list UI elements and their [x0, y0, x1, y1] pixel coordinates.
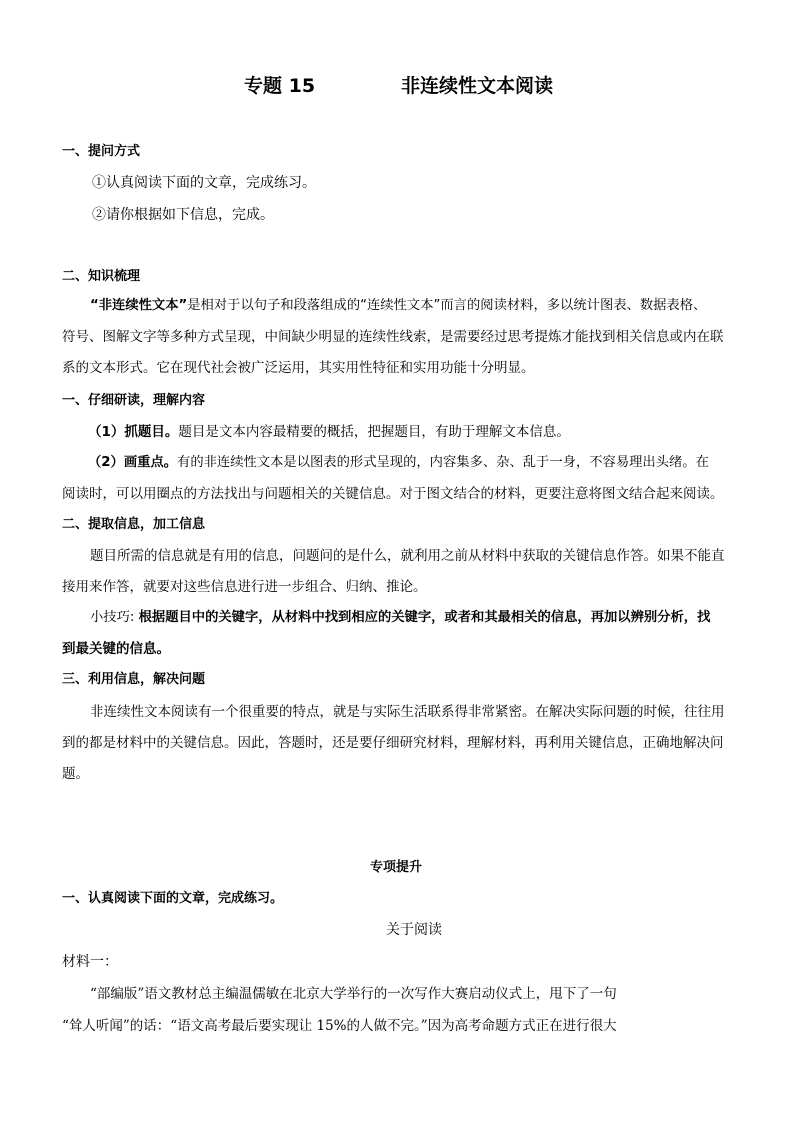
intro-line-3: 系的文本形式。它在现代社会被广泛运用，其实用性特征和实用功能十分明显。: [62, 360, 535, 376]
term-non-continuous: “非连续性文本”: [90, 298, 188, 313]
intro-line-1: [90, 296, 706, 316]
step3-line-3: 题。: [62, 766, 89, 782]
question-form-item: ①认真阅读下面的文章，完成练习。: [92, 175, 316, 191]
step-heading-use-info: 三、利用信息，解决问题: [62, 672, 206, 687]
step2-line-1: 题目所需的信息就是有用的信息，问题问的是什么，就利用之前从材料中获取的关键信息作答。如果不能直: [90, 548, 725, 564]
tip-label: 小技巧:: [90, 610, 135, 625]
step3-line-2: 到的都是材料中的关键信息。因此，答题时，还是要仔细研究材料，理解材料，再利用关键信息，正确地解决问: [62, 735, 724, 751]
step1-paragraph-1: [88, 422, 570, 442]
intro-line-2: 符号、图解文字等多种方式呈现，中间缺少明显的连续性线索，是需要经过思考提炼才能找到相关信息或内在联: [62, 329, 724, 345]
label-highlight: （2）画重点。: [88, 455, 178, 470]
tip-line-2: 到最关键的信息。: [62, 641, 170, 657]
material-line-2: “耸人听闻”的话：“语文高考最后要实现让 15%的人做不完。”因为高考命题方式正在进行很大: [62, 1018, 617, 1034]
step2-line-2: 接用来作答，就要对这些信息进行进一步组合、归纳、推论。: [62, 579, 427, 595]
tip-text: 根据题目中的关键字，从材料中找到相应的关键字，或者和其最相关的信息，再加以辨别分析，找: [138, 610, 711, 625]
practice-heading: 专项提升: [370, 860, 423, 875]
step1-paragraph-2-line-2: 阅读时，可以用圈点的方法找出与问题相关的关键信息。对于图文结合的材料，更要注意将图文结合起来阅读。: [62, 486, 724, 502]
topic-number: 专题 15: [244, 75, 316, 97]
step1-paragraph-2: [88, 453, 709, 473]
step1-text: 有的非连续性文本是以图表的形式呈现的，内容集多、杂、乱于一身，不容易理出头绪。在: [177, 455, 709, 470]
page-title: 非连续性文本阅读: [401, 75, 554, 97]
tip-line-1: [90, 608, 710, 628]
step3-line-1: 非连续性文本阅读有一个很重要的特点，就是与实际生活联系得非常紧密。在解决实际问题的时候，往往用: [90, 704, 725, 720]
article-title: 关于阅读: [386, 922, 442, 938]
practice-question: 一、认真阅读下面的文章，完成练习。: [62, 891, 284, 906]
label-grasp-title: （1）抓题目。: [88, 424, 179, 440]
material-label: 材料一：: [62, 954, 118, 970]
term-continuous: “连续性文本”: [360, 298, 441, 313]
step-heading-read-carefully: 一、仔细研读，理解内容: [62, 393, 206, 408]
intro-text: 而言的阅读材料，多以统计图表、数据表格、: [440, 298, 707, 313]
question-form-item: ②请你根据如下信息，完成。: [92, 207, 274, 223]
step-heading-extract-info: 二、提取信息，加工信息: [62, 517, 206, 532]
material-line-1: “部编版”语文教材总主编温儒敏在北京大学举行的一次写作大赛启动仪式上，甩下了一句: [90, 986, 617, 1002]
section-heading-knowledge: 二、知识梳理: [62, 269, 141, 284]
step1-text: 题目是文本内容最精要的概括，把握题目，有助于理解文本信息。: [178, 424, 570, 440]
section-heading-question-forms: 一、提问方式: [62, 144, 141, 159]
intro-text: 是相对于以句子和段落组成的: [187, 298, 361, 313]
